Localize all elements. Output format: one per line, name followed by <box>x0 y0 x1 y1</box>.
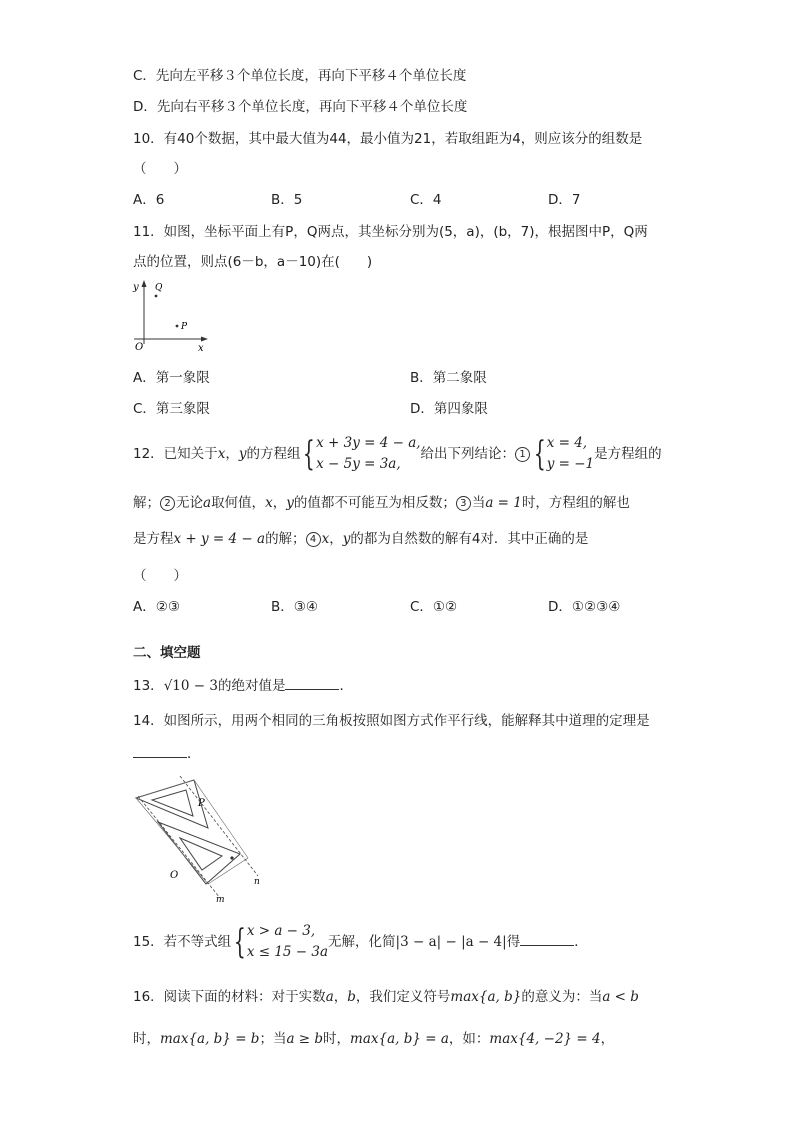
q14-triangle-ruler-figure <box>128 776 270 906</box>
q10-stem: 10．有40个数据，其中最大值为44，最小值为21，若取组距为4，则应该分的组数是 <box>133 131 643 147</box>
straight-ruler <box>136 780 248 884</box>
q12-system: x + 3y = 4 − a, x − 5y = 3a, <box>316 435 421 472</box>
circled-1: 1 <box>515 447 530 462</box>
bottom-triangle-inner <box>180 838 222 870</box>
point-p <box>176 325 179 328</box>
q11-coordinate-figure <box>130 278 212 354</box>
circled-2: 2 <box>160 496 175 511</box>
inequality-brace: { <box>234 922 246 962</box>
circled-4: 4 <box>306 532 321 547</box>
q10-option-d: D．7 <box>548 192 581 208</box>
y-axis-label: y <box>133 282 139 293</box>
q16-line1: 16．阅读下面的材料：对于实数a，b，我们定义符号max{a, b}的意义为：当a < b <box>133 989 639 1005</box>
q10-option-c: C．4 <box>410 192 442 208</box>
q10-option-a: A．6 <box>133 192 165 208</box>
circled-3: 3 <box>456 496 471 511</box>
x-axis-label: x <box>198 343 204 354</box>
label-n: n <box>254 877 260 887</box>
label-p: P <box>198 798 205 809</box>
q14-answer-blank[interactable] <box>133 743 187 758</box>
q12-option-b: B．③④ <box>271 599 318 615</box>
solution-brace: { <box>533 434 546 474</box>
origin-label: O <box>135 342 144 353</box>
line-n <box>180 776 258 876</box>
q12-solution: x = 4, y = −1 <box>546 435 595 472</box>
q11-option-b: B．第二象限 <box>410 370 487 386</box>
q11-option-d: D．第四象限 <box>410 401 488 417</box>
q12-line2: 解； 2 无论a取何值，x，y的值都不可能互为相反数； 3 当a = 1时，方程组的解也 <box>133 495 630 511</box>
point-q <box>155 295 158 298</box>
q9-option-d: D．先向右平移３个单位长度，再向下平移４个单位长度 <box>133 99 468 115</box>
system-brace: { <box>303 434 316 474</box>
q12-option-c: C．①② <box>410 599 458 615</box>
q12-line1: 12．已知关于x，y的方程组{x + 3y = 4 − a, x − 5y = 3a,给出下列结论： 1 {x = 4, y = −1是方程组的 <box>133 434 662 474</box>
q13: 13．√10 − 3的绝对值是 ． <box>133 675 353 696</box>
label-m: m <box>216 895 225 905</box>
q15: 15．若不等式组{x > a − 3, x ≤ 15 − 3a无解，化简|3 − a| − |a − 4|得 ． <box>133 922 588 962</box>
q16-line2: 时，max{a, b} = b；当a ≥ b时，max{a, b} = a，如：max{4, −2} = 4， <box>133 1031 615 1047</box>
q11-stem-line1: 11．如图，坐标平面上有P，Q两点，其坐标分别为(5，a)，(b，7)，根据图中P，Q两 <box>133 224 648 240</box>
section-heading-fill-in: 二、填空题 <box>133 645 201 661</box>
q14-line2: ． <box>133 743 201 764</box>
sqrt-expression: √10 − 3 <box>163 678 218 694</box>
q11-stem-line2: 点的位置，则点(6－b，a－10)在( ) <box>133 254 373 270</box>
q14-stem: 14．如图所示，用两个相同的三角板按照如图方式作平行线，能解释其中道理的定理是 <box>133 713 650 729</box>
top-triangle-inner <box>152 790 193 816</box>
q13-answer-blank[interactable] <box>285 675 339 690</box>
point-p-label: P <box>181 322 188 332</box>
q15-answer-blank[interactable] <box>520 931 574 946</box>
q12-option-a: A．②③ <box>133 599 180 615</box>
q12-paren: （ ） <box>133 568 187 584</box>
q15-inequality-system: x > a − 3, x ≤ 15 − 3a <box>246 923 329 960</box>
q10-option-b: B．5 <box>271 192 303 208</box>
abs-expression: |3 − a| − |a − 4| <box>395 934 507 950</box>
label-o: O <box>170 870 179 881</box>
q12-line3: 是方程x + y = 4 − a的解； 4 x，y的都为自然数的解有4对．其中正确的是 <box>133 531 589 547</box>
q9-option-c: C．先向左平移３个单位长度，再向下平移４个单位长度 <box>133 68 467 84</box>
q12-option-d: D．①②③④ <box>548 599 621 615</box>
point-q-label: Q <box>155 283 163 293</box>
q10-paren: （ ） <box>133 161 187 177</box>
q11-option-a: A．第一象限 <box>133 370 210 386</box>
q11-option-c: C．第三象限 <box>133 401 210 417</box>
